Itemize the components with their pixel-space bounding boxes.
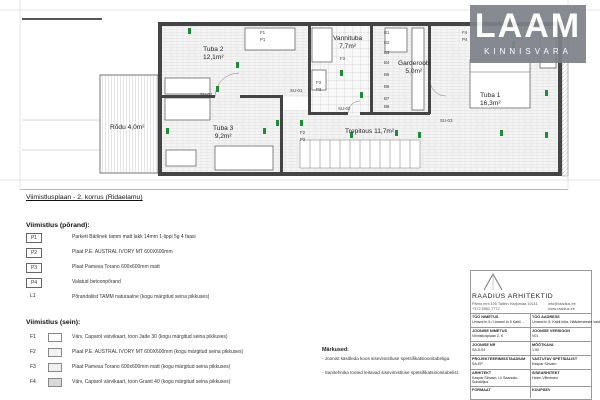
legend-desc: Plaat Pamesa Torano 600x600mm matt [72, 264, 160, 270]
field-label: JOONISE NR [472, 343, 496, 347]
legend-desc: Põrandaliist TAMM naturaalne (kogu märgitud seina pikkuses) [72, 294, 210, 300]
field-value: SA-5-04 [472, 348, 486, 352]
legend-code: L1 [30, 293, 36, 299]
legend-code: F4 [30, 379, 36, 385]
plan-tag: B4 [384, 60, 390, 65]
legend-desc: Värv, Caparol värvikaart, toon Granit 40 (kogu märgitud seina pikkuses) [72, 379, 231, 385]
field-value: Viimistlusplaan 2. K [472, 334, 504, 338]
title-vertical-divider [530, 313, 531, 398]
plan-tag: F2 [300, 130, 306, 135]
room-tuba3: Tuba 3 9,2m² [213, 125, 234, 140]
notes-title: Märkused: [322, 347, 349, 353]
field-label: ARHITEKT [472, 371, 492, 375]
legend-code: P3 [26, 263, 42, 273]
legend-code: P2 [26, 248, 42, 258]
field-label: JOONISE VERSIOON [532, 329, 570, 333]
field-label: KUUPÄEV [532, 388, 551, 392]
swatch [48, 363, 62, 372]
plan-tag: F3 [316, 80, 322, 85]
field-value: Kaspar Sihvam [532, 362, 557, 366]
plan-tag: P3 [316, 87, 322, 92]
firm-web: www.raadius.ee [548, 307, 575, 311]
field-value: V01 [532, 334, 539, 338]
room-trepitous: Trepitous 11,7m² [345, 128, 395, 135]
plan-tag: P4 [462, 37, 468, 42]
field-label: JOONISE NIMETUS [472, 329, 508, 333]
field-value: Helen Villemsen [532, 376, 558, 380]
logo-main-text: LAAM [474, 7, 582, 45]
firm-address: Pärnu mnt 105 Tallinn Harjumaa 10141 [472, 302, 538, 306]
plan-tag: F3 [340, 56, 346, 61]
legend-code: F1 [30, 334, 36, 340]
field-label: PROJEKTEERIMISSTAADIUM [472, 357, 526, 361]
plan-title: Viimistlusplaan - 2. korrus (Ridaelamu) [26, 194, 143, 201]
plan-tag: P2 [300, 137, 306, 142]
legend-code: P4 [26, 278, 42, 288]
logo [470, 5, 586, 63]
field-label: TÖÖ AADRESS [532, 315, 560, 319]
field-value: Umami tn 5, Kabli küla, Häädemeeste vald [532, 320, 600, 324]
legend-desc: Plaat Pamesa Torano 600x600mm matt (kogu märgitud seina pikkuses) [72, 364, 231, 370]
field-value: Kaspar Sihvam, Lii Saarsalu-Suballiljus [472, 376, 519, 385]
raadius-logo-icon [482, 272, 504, 292]
plan-tag: SU-04 [200, 92, 213, 97]
room-vannituba: Vannituba 7,7m² [333, 35, 363, 50]
plan-tag: B2 [384, 40, 390, 45]
plan-tag: SU-03 [440, 118, 453, 123]
swatch [48, 333, 62, 342]
firm-name: RAADIUS ARHITEKTID [472, 293, 554, 300]
plan-tag: B3 [384, 50, 390, 55]
legend-desc: Valatud betoonpõrand [72, 279, 121, 285]
plan-tag: P1 [260, 37, 266, 42]
legend-desc: Plaat P.E. AUSTRAL IVORY MT 600X600mm (kogu märgitud seina pikkuses) [72, 349, 244, 355]
legend-desc: Parkett Bärlinek tamm matt lakk 14mm 1-lippi 5g 4 faasi [72, 234, 196, 240]
field-value: Umami tn 5 / Umami tn 5 Kabli ... [472, 320, 525, 324]
legend-code: P1 [26, 233, 42, 243]
field-label: SISEARHITEKT [532, 371, 560, 375]
plan-tag: F4 [462, 30, 468, 35]
room-tuba2: Tuba 2 12,1m² [203, 46, 224, 61]
wall-section-title: Viimistlus (sein): [26, 319, 81, 326]
plan-tag: B6 [384, 84, 390, 89]
field-label: TÖÖ NIMETUS [472, 315, 499, 319]
plan-tag: F1 [260, 30, 266, 35]
plan-tag: SU-01 [290, 88, 303, 93]
firm-email: info@raadius.ee [548, 302, 576, 306]
plan-tag: B8 [384, 104, 390, 109]
swatch [48, 348, 62, 357]
field-label: VASTUTAV SPETSIALIST [532, 357, 578, 361]
field-label: MÕÕTKAVA [532, 343, 554, 347]
logo-sub-text: KINNISVARA [484, 47, 572, 56]
floor-section-title: Viimistlus (põrand): [26, 222, 90, 229]
plan-tag: B7 [384, 96, 390, 101]
legend-desc: Plaat P.E. AUSTRAL IVORY MT 600X600mm [72, 249, 173, 255]
legend-code: F2 [30, 349, 36, 355]
plan-tag: B1 [384, 30, 390, 35]
plan-tag: SU-02 [338, 106, 351, 111]
legend-code: F3 [30, 364, 36, 370]
notes-line: - Joonist käsitleda koos sisevimistluse spetsifikatsioonitabeliga. [322, 356, 451, 361]
plan-divider [20, 189, 568, 190]
swatch [48, 378, 62, 387]
room-tuba1: Tuba 1 16,3m² [480, 92, 501, 107]
room-rodu: Rõdu 4,0m² [110, 124, 145, 131]
field-value: 1:50 [532, 348, 539, 352]
legend-desc: Värv, Caparol värvikaart, toon Jade 30 (kogu märgitud seina pikkuses) [72, 334, 228, 340]
plan-tag: B5 [384, 72, 390, 77]
firm-phone: +372 5562 7772 [472, 307, 500, 311]
notes-line: - Sanitehnika tooted leitavad sisevimistluse spetsifikatsioonitabelist. [322, 370, 460, 375]
room-garderoob: Garderoob 5,0m² [398, 60, 430, 75]
field-value: SA-EP [472, 362, 483, 366]
field-label: FORMAAT [472, 388, 491, 392]
